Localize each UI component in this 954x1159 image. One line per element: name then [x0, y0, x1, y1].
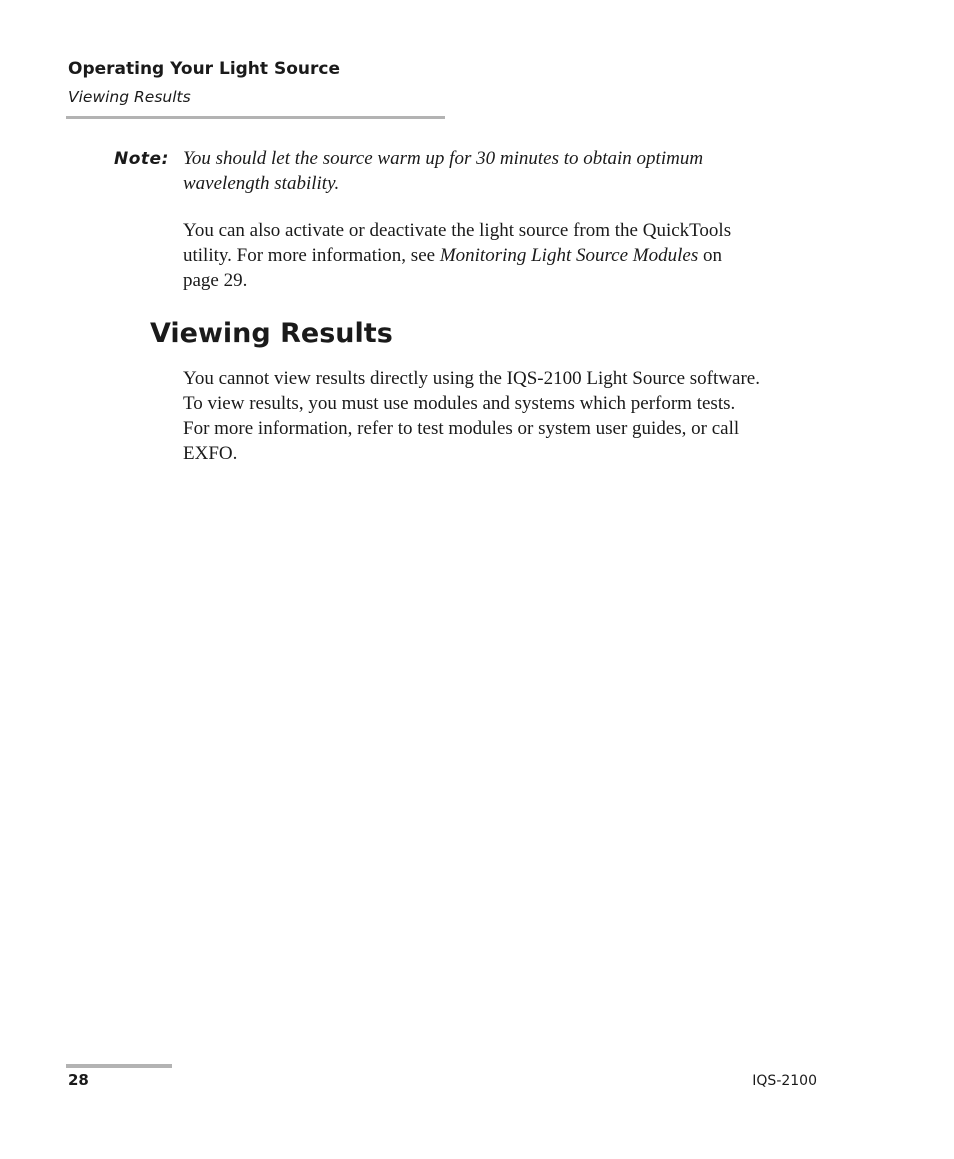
section-subtitle: Viewing Results — [68, 88, 191, 106]
note-text — [183, 146, 823, 196]
paragraph-line: For more information, refer to test modules or system user guides, or call — [183, 418, 740, 439]
header-divider — [66, 116, 445, 119]
paragraph-line: page 29. — [183, 270, 248, 291]
chapter-title: Operating Your Light Source — [68, 59, 340, 79]
footer-divider — [66, 1064, 172, 1068]
paragraph-line: To view results, you must use modules and systems which perform tests. — [183, 393, 736, 414]
paragraph-line: You can also activate or deactivate the light source from the QuickTools — [183, 220, 732, 241]
product-name: IQS-2100 — [752, 1073, 817, 1089]
paragraph-text: utility. For more information, see — [183, 245, 440, 266]
paragraph-line: EXFO. — [183, 443, 238, 464]
note-line: wavelength stability. — [183, 173, 340, 194]
page-number: 28 — [68, 1071, 89, 1089]
paragraph-line — [183, 243, 833, 268]
note-label: Note: — [114, 149, 169, 169]
note-line: You should let the source warm up for 30 minutes to obtain optimum — [183, 148, 704, 169]
viewing-results-paragraph — [183, 366, 833, 466]
paragraph-line: You cannot view results directly using the IQS-2100 Light Source software. — [183, 368, 760, 389]
section-heading: Viewing Results — [150, 318, 393, 349]
cross-reference-link[interactable]: Monitoring Light Source Modules — [439, 245, 699, 266]
paragraph-text: on — [698, 245, 722, 266]
quicktools-paragraph — [183, 218, 833, 293]
